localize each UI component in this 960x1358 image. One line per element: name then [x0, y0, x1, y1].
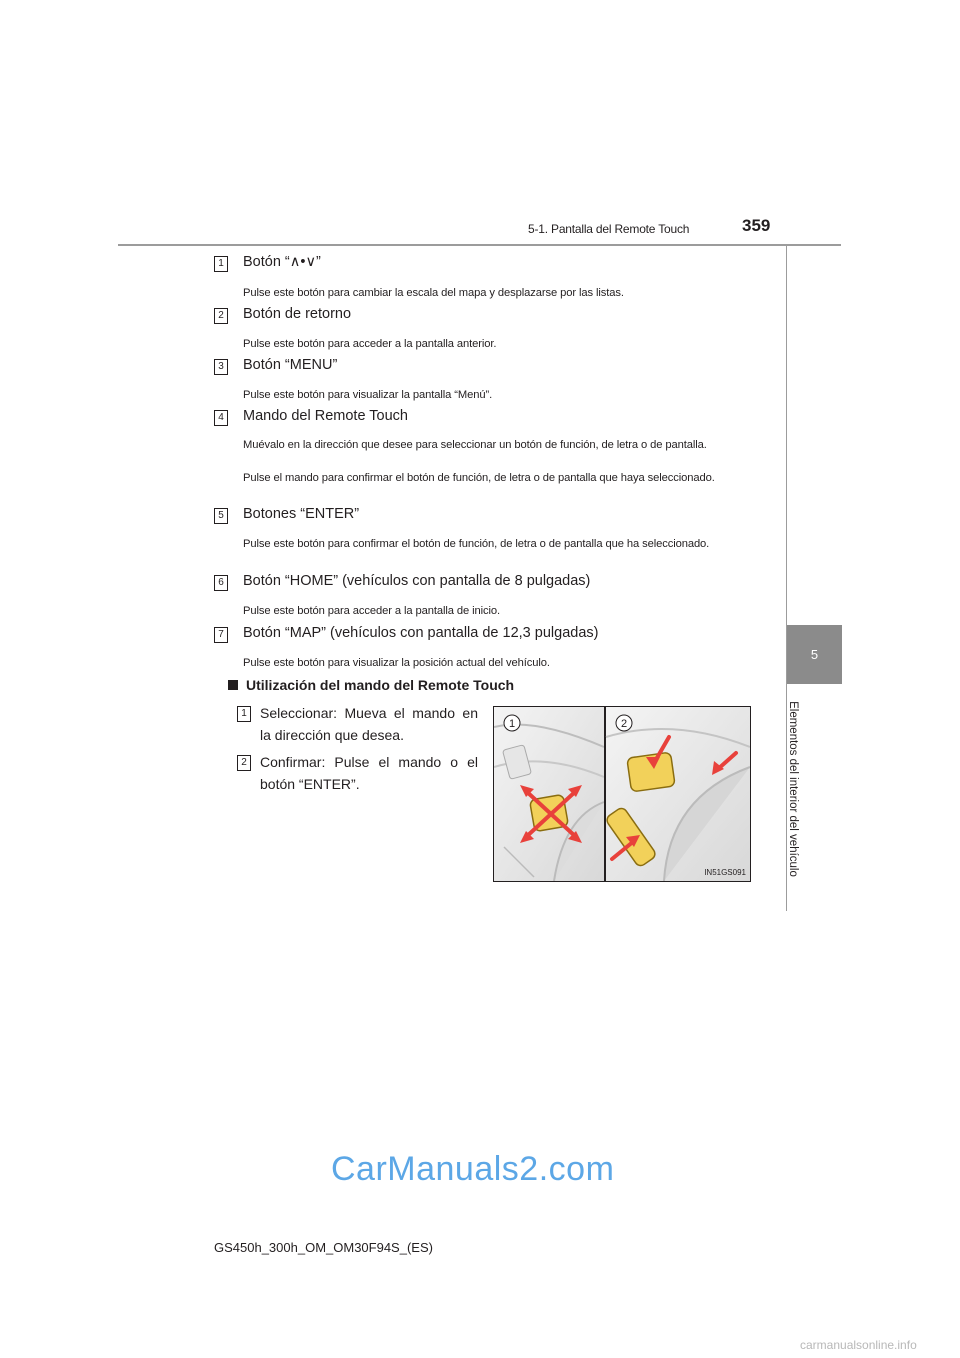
item-desc-4a: Muévalo en la dirección que desee para seleccionar un botón de función, de letra o de pantalla.: [243, 439, 707, 451]
header-divider: [118, 244, 841, 246]
usage-heading-text: Utilización del mando del Remote Touch: [246, 677, 515, 693]
usage-heading: [228, 677, 514, 693]
item-badge-5: 5: [214, 508, 228, 524]
chapter-title: Elementos del interior del vehículo: [787, 701, 799, 877]
item-title-3: Botón “MENU”: [243, 357, 338, 373]
remote-touch-drawing: [494, 707, 750, 881]
step-badge-1: 1: [237, 706, 251, 722]
item-desc-1: Pulse este botón para cambiar la escala del mapa y desplazarse por las listas.: [243, 287, 624, 299]
watermark: CarManuals2.com: [331, 1150, 615, 1188]
item-badge-2: 2: [214, 308, 228, 324]
item-desc-3: Pulse este botón para visualizar la pantalla “Menú”.: [243, 389, 493, 401]
item-desc-5: Pulse este botón para confirmar el botón de función, de letra o de pantalla que ha seleccionado.: [243, 538, 710, 550]
item-title-5: Botones “ENTER”: [243, 506, 360, 522]
item-badge-4: 4: [214, 410, 228, 426]
square-bullet-icon: [228, 680, 238, 690]
item-title-1: Botón “∧•∨”: [243, 254, 321, 270]
section-title: 5-1. Pantalla del Remote Touch: [528, 222, 690, 236]
item-desc-2: Pulse este botón para acceder a la pantalla anterior.: [243, 338, 497, 350]
panel-2-label: 2: [620, 718, 628, 730]
item-desc-7: Pulse este botón para visualizar la posición actual del vehículo.: [243, 657, 550, 669]
item-desc-6: Pulse este botón para acceder a la pantalla de inicio.: [243, 605, 501, 617]
item-badge-7: 7: [214, 627, 228, 643]
item-badge-6: 6: [214, 575, 228, 591]
document-code: GS450h_300h_OM_OM30F94S_(ES): [214, 1240, 433, 1255]
item-title-4: Mando del Remote Touch: [243, 408, 408, 424]
item-title-2: Botón de retorno: [243, 306, 352, 322]
chapter-number: 5: [810, 647, 819, 662]
chapter-tab: [787, 625, 842, 684]
site-watermark: carmanualsonline.info: [800, 1338, 917, 1352]
item-badge-3: 3: [214, 359, 228, 375]
figure-code: IN51GS091: [704, 868, 746, 877]
item-desc-4b: Pulse el mando para confirmar el botón de función, de letra o de pantalla que haya seleccionado.: [243, 472, 715, 484]
remote-touch-illustration: [493, 706, 751, 882]
item-badge-1: 1: [214, 256, 228, 272]
item-title-7: Botón “MAP” (vehículos con pantalla de 12,3 pulgadas): [243, 625, 599, 641]
step-text-2: Confirmar: Pulse el mando o el botón “ENTER”.: [260, 754, 478, 792]
step-badge-2: 2: [237, 755, 251, 771]
page-number: 359: [742, 216, 771, 235]
item-title-6: Botón “HOME” (vehículos con pantalla de 8 pulgadas): [243, 573, 591, 589]
panel-1-label: 1: [508, 718, 516, 730]
step-text-1: Seleccionar: Mueva el mando en la dirección que desea.: [260, 705, 478, 743]
